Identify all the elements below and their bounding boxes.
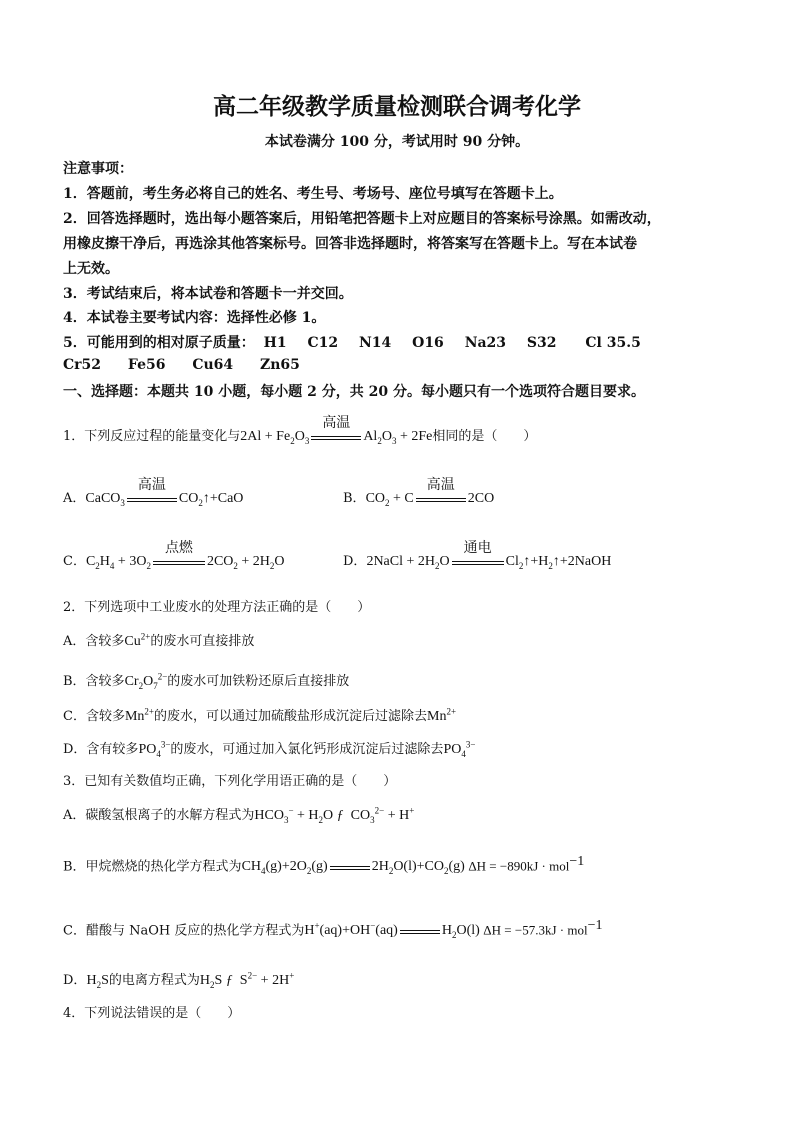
reaction-arrow: 点燃 — [153, 559, 205, 565]
atomic-mass: N14 — [358, 335, 392, 351]
atomic-mass: C12 — [307, 335, 339, 351]
question-2-option-c[interactable]: C．含较多$Mn^{2+}$的废水，可以通过加硫酸盐形成沉淀后过滤除去$Mn^{2+}$ — [63, 706, 457, 724]
question-1-option-d[interactable]: D．2NaCl + $2H_2O$ 通电 $Cl_2↑+H_2↑+2NaOH$ — [343, 539, 612, 571]
notice-item: 上无效。 — [63, 261, 119, 277]
question-2-stem: 2．下列选项中工业废水的处理方法正确的是（ ） — [63, 600, 371, 615]
exam-subtitle: 本试卷满分 100 分，考试用时 90 分钟。 — [264, 134, 530, 150]
question-3-option-b[interactable]: B．甲烷燃烧的热化学方程式为$CH_4(g)+2O_2(g)$ $2H_2O(l)+CO_2(g) \Delta H = -890kJ \cdot mol^{-1}$ — [63, 854, 585, 877]
reaction-arrow — [400, 928, 440, 934]
atomic-mass: Cr52 — [63, 357, 102, 373]
atomic-mass: Zn65 — [260, 357, 300, 373]
section-heading: 一、选择题：本题共 10 小题，每小题 2 分，共 20 分。每小题只有一个选项符合题目要求。 — [63, 384, 645, 400]
reaction-arrow: 通电 — [452, 559, 504, 565]
atomic-masses-line-2 — [63, 357, 300, 373]
atomic-mass: H1 — [263, 335, 287, 351]
question-1-stem: 1．下列反应过程的能量变化与$2Al + Fe_2O_3$ 高温 $Al_2O_3 + 2Fe$相同的是（ ） — [63, 414, 537, 446]
atomic-mass: S32 — [526, 335, 557, 351]
notice-heading: 注意事项： — [63, 161, 133, 177]
question-2-option-b[interactable]: B．含较多$Cr_2O_7^{2-}$的废水可加铁粉还原后直接排放 — [63, 671, 350, 691]
atomic-masses-label: 5．可能用到的相对原子质量： — [63, 335, 255, 351]
question-3-stem: 3．已知有关数值均正确，下列化学用语正确的是（ ） — [63, 774, 397, 789]
notice-item: 4．本试卷主要考试内容：选择性必修 1。 — [63, 310, 326, 326]
reaction-arrow: 高温 — [311, 434, 361, 440]
question-3-option-d[interactable]: D．$H_2S$的电离方程式为$H_2S$ ƒ $S^{2-} + 2H^+$ — [63, 970, 295, 990]
notice-item: 1．答题前，考生务必将自己的姓名、考生号、考场号、座位号填写在答题卡上。 — [63, 186, 563, 202]
atomic-mass: Cu64 — [192, 357, 234, 373]
question-1-option-c[interactable]: C．$C_2H_4 + 3O_2$ 点燃 $2CO_2 + 2H_2O$ — [63, 539, 285, 571]
atomic-masses-line — [63, 332, 641, 352]
notice-item: 2．回答选择题时，选出每小题答案后，用铅笔把答题卡上对应题目的答案标号涂黑。如需改动， — [63, 211, 661, 227]
question-1-option-a[interactable]: A．CaCO$_3$ 高温 $CO_2↑+CaO$ — [63, 476, 244, 508]
atomic-mass: O16 — [412, 335, 444, 351]
reaction-arrow — [330, 864, 370, 870]
question-4-stem: 4．下列说法错误的是（ ） — [63, 1006, 241, 1021]
question-2-option-d[interactable]: D．含有较多$PO_4^{3-}$的废水，可通过加入氯化钙形成沉淀后过滤除去$PO_4^{3-}$ — [63, 739, 476, 759]
notice-item: 3．考试结束后，将本试卷和答题卡一并交回。 — [63, 286, 353, 302]
atomic-mass: Fe56 — [127, 357, 166, 373]
notice-item: 用橡皮擦干净后，再选涂其他答案标号。回答非选择题时，将答案写在答题卡上。写在本试卷 — [63, 236, 637, 252]
reaction-arrow: 高温 — [127, 496, 177, 502]
question-2-option-a[interactable]: A．含较多$Cu^{2+}$的废水可直接排放 — [63, 631, 255, 649]
page-title: 高二年级教学质量检测联合调考化学 — [213, 93, 581, 120]
question-1-option-b[interactable]: B．$CO_2 + C$ 高温 2CO — [343, 476, 495, 508]
question-3-option-c[interactable]: C．醋酸与 NaOH 反应的热化学方程式为H+(aq)+OH−(aq) $H_2O(l) \Delta H = -57.3kJ \cdot mol^{-1}$ — [63, 918, 603, 941]
reaction-arrow: 高温 — [416, 496, 466, 502]
atomic-mass: Cl 35.5 — [585, 335, 641, 351]
question-3-option-a[interactable]: A．碳酸氢根离子的水解方程式为$HCO_3^- + H_2O$ ƒ $CO_3^{2-} + H^+$ — [63, 805, 415, 825]
atomic-mass: Na23 — [464, 335, 507, 351]
